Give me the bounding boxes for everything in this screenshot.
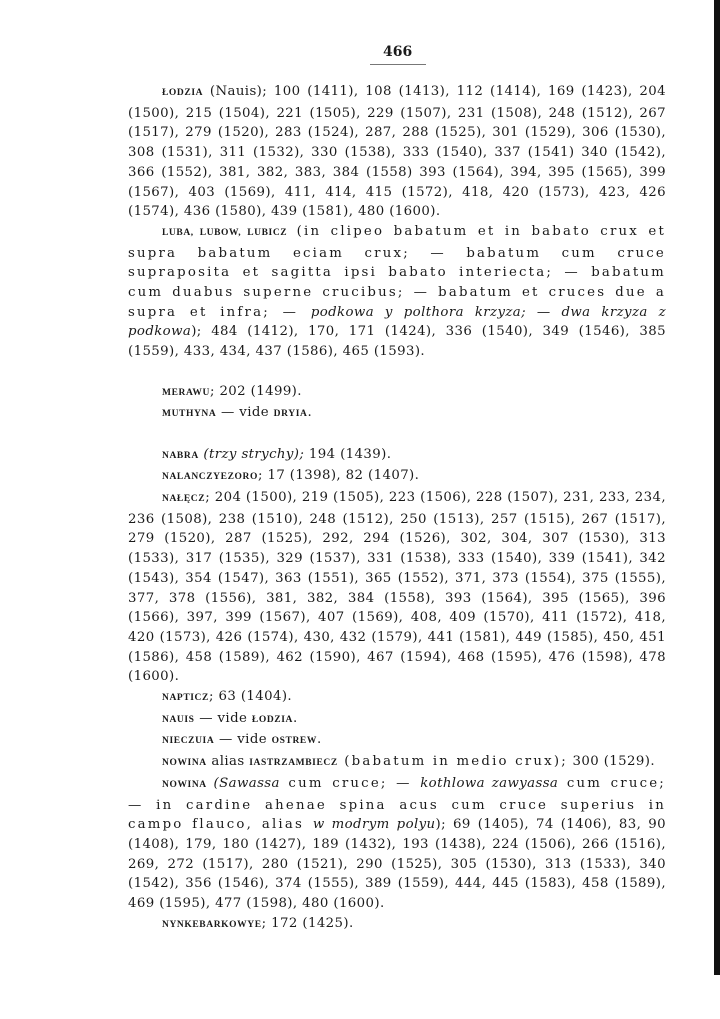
entry-nynkebarkowye — [128, 914, 666, 936]
entry-nauis — [128, 709, 666, 731]
entry-head: NALANCZYEZORO — [162, 472, 258, 483]
entry-polish-name-3: w modrym polyu — [312, 817, 436, 833]
entry-head: LUBA, LUBOW, LUBICZ — [162, 227, 288, 238]
entry-text: ; 204 (1500), 219 (1505), 223 (1506), 228 (1507), 231, 233, 234, 236 (1508), 238 (1510), 248 (1512), 250 (1513), 257 (1515), 267 (1517), 279 (1520), 287 (1525), 292, 294 (1526), 302, 304, 307 (1530), 313 (1533), 317 (1535), 329 (1537), 331 (1538), 333 (1540), 339 (1541), 342 (1543), 354 (1547), 363 (1551), 365 (1552), 371, 373 (1554), 375 (1555), 377, 378 (1556), 381, 382, 384 (1558), 393 (1564), 395 (1565), 396 (1566), 397, 399 (1567), 407 (1569), 408, 409 (1570), 411 (1572), 418, 420 (1573), 426 (1574), 430, 432 (1579), 441 (1581), 449 (1585), 450, 451 (1586), 458 (1589), 462 (1590), 467 (1594), 468 (1595), 476 (1598), 478 (1600). — [128, 490, 666, 685]
entry-luba — [128, 222, 666, 362]
entry-text: — vide — [216, 405, 274, 421]
entry-napticz — [128, 687, 666, 709]
entry-text: ; 202 (1499). — [209, 383, 302, 399]
entry-head: MERAWU — [162, 387, 210, 398]
entry-ref: OSTREW — [271, 736, 317, 747]
entry-polish-name-2: kothlowa zawyassa — [420, 775, 559, 791]
page-number: 466 — [383, 44, 413, 60]
entry-text: — vide — [194, 710, 252, 726]
entry-muthyna — [128, 403, 666, 425]
page-number-rule — [370, 64, 426, 65]
entry-head: NYNKEBARKOWYE — [162, 919, 262, 930]
entry-head: NABRA — [162, 450, 199, 461]
entry-head: ŁODZIA — [162, 88, 204, 98]
entry-lodzia — [128, 82, 666, 222]
entry-polish-name: (trzy strychy); — [198, 446, 305, 462]
entry-polish-name: podkowa y polthora krzyza; — dwa krzyza z podkowa — [128, 304, 666, 340]
entry-nabra — [128, 445, 666, 467]
entry-text: (Nauis); 100 (1411), 108 (1413), 112 (1414), 169 (1423), 204 (1500), 215 (1504), 221 (1505), 229 (1507), 231 (1508), 248 (1512), 267 (1517), 279 (1520), 283 (1524), 287, 288 (1525), 301 (1529), 306 (1530), 308 (1531), 311 (1532), 330 (1538), 333 (1540), 337 (1541) 340 (1542), 366 (1552), 381, 382, 383, 384 (1558) 393 (1564), 394, 395 (1565), 399 (1567), 403 (1569), 411, 414, 415 (1572), 418, 420 (1573), 423, 426 (1574), 436 (1580), 439 (1581), 480 (1600). — [128, 84, 666, 220]
entry-head-alias: IASTRZAMBIECZ — [249, 758, 338, 769]
entry-text: 194 (1439). — [304, 446, 392, 462]
entry-text: 300 (1529). — [567, 754, 655, 770]
index-body — [128, 82, 666, 936]
entry-head: NOWINA — [162, 779, 207, 790]
entry-text: ); 484 (1412), 170, 171 (1424), 336 (1540), 349 (1546), 385 (1559), 433, 434, 437 (1586), 465 (1593). — [128, 324, 666, 360]
entry-text: ; 63 (1404). — [208, 689, 293, 705]
entry-head: MUTHYNA — [162, 409, 217, 420]
entry-blazon-2: cum cruce; — in cardine ahenae spina acus cum cruce superius in campo flauco, alias — [128, 775, 666, 833]
entry-nalecz — [128, 488, 666, 687]
entry-end: . — [307, 405, 313, 421]
page-edge-shadow — [714, 0, 720, 975]
entry-end: . — [292, 710, 298, 726]
entry-end: . — [316, 732, 322, 748]
entry-polish-name: (Sawassa — [206, 775, 280, 791]
entry-head: NAŁĘCZ — [162, 494, 206, 505]
entry-head: NAUIS — [162, 714, 195, 725]
entry-nieczuia — [128, 730, 666, 752]
spacer — [128, 362, 666, 382]
entry-text: — vide — [214, 732, 272, 748]
entry-text: ; 17 (1398), 82 (1407). — [257, 468, 420, 484]
entry-head: NAPTICZ — [162, 693, 209, 704]
entry-text: ; 172 (1425). — [261, 915, 354, 931]
entry-alias: alias — [206, 754, 250, 770]
spacer — [128, 425, 666, 445]
entry-nalanczyezoro — [128, 466, 666, 488]
entry-ref: DRYIA — [273, 409, 308, 420]
entry-blazon: (in clipeo babatum et in babato crux et supra babatum eciam crux; — babatum cum cruce suprapositа et sagitta ipsi babato interiecta; — babatum cum duabus superne crucibus; — babatum et cruces due a supra et infra; — — [128, 223, 666, 320]
entry-nowina — [128, 774, 666, 914]
entry-text: ); 69 (1405), 74 (1406), 83, 90 (1408), 179, 180 (1427), 189 (1432), 193 (1438), 224 (1506), 266 (1516), 269, 272 (1517), 280 (1521), 290 (1525), 305 (1530), 313 (1533), 340 (1542), 356 (1546), 374 (1555), 389 (1559), 444, 445 (1583), 458 (1589), 469 (1595), 477 (1598), 480 (1600). — [128, 817, 667, 912]
entry-merawu — [128, 382, 666, 404]
entry-blazon: cum cruce; — — [279, 775, 421, 791]
entry-nowina-iastrzambiecz — [128, 752, 666, 774]
entry-ref: ŁODZIA — [251, 714, 293, 725]
entry-head: NIECZUIA — [162, 736, 215, 747]
entry-head: NOWINA — [162, 758, 207, 769]
entry-blazon: (babatum in medio crux); — [337, 754, 568, 770]
